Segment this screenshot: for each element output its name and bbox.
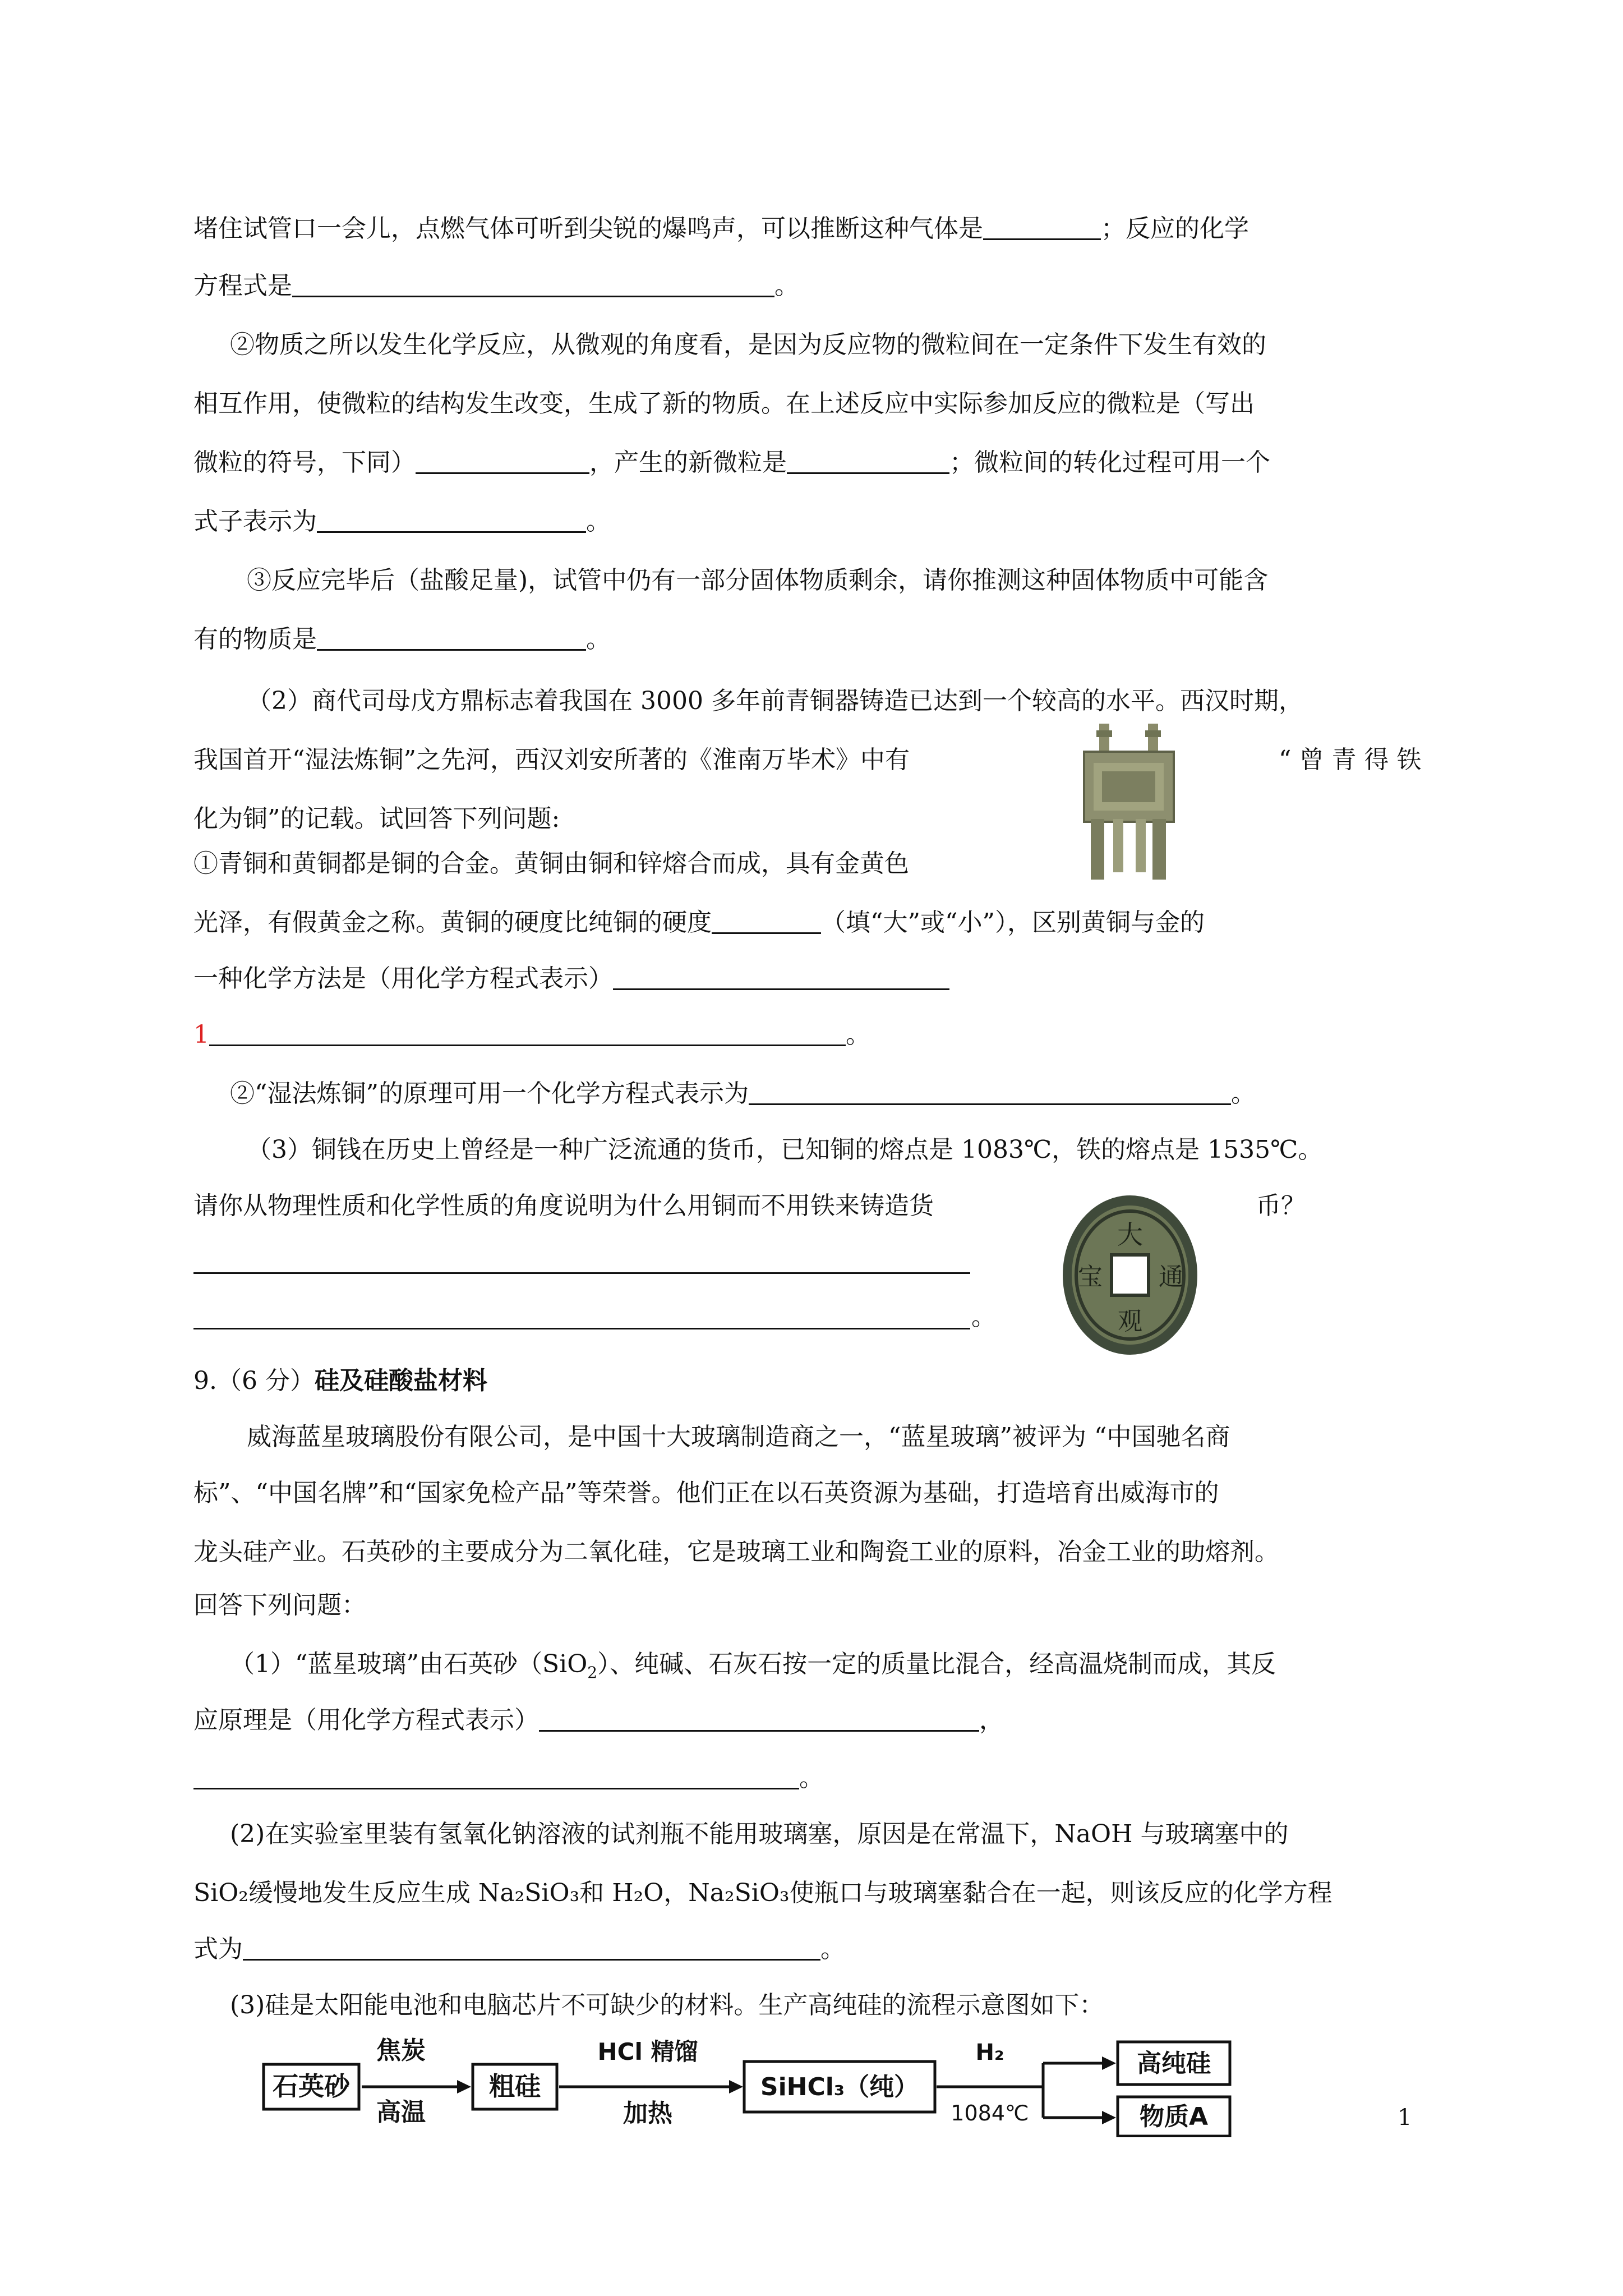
text-line: 标”、“中国名牌”和“国家免检产品”等荣誉。他们正在以石英资源为基础，打造培育出威海市的 — [193, 1479, 1219, 1507]
text: 。 — [586, 507, 611, 536]
text: 。 — [971, 1303, 996, 1331]
flow-label: H₂ — [975, 2040, 1004, 2065]
text-line — [230, 1648, 1276, 1690]
text: 。 — [774, 272, 799, 300]
text: 式子表示为 — [193, 507, 317, 536]
fill-blank[interactable] — [539, 1704, 979, 1732]
text-line: 化为铜”的记载。试回答下列问题: — [193, 804, 560, 833]
fill-blank[interactable] — [209, 1019, 846, 1046]
text-line: 龙头硅产业。石英砂的主要成分为二氧化硅，它是玻璃工业和陶瓷工业的原料，冶金工业的助熔剂。 — [193, 1538, 1279, 1566]
flow-arrowhead — [1102, 2056, 1116, 2070]
text-line — [193, 269, 799, 303]
flow-label: HCl 精馏 — [597, 2038, 698, 2065]
text-line: ①青铜和黄铜都是铜的合金。黄铜由铜和锌熔合而成，具有金黄色 — [193, 849, 909, 878]
text-line: (3)硅是太阳能电池和电脑芯片不可缺少的材料。生产高纯硅的流程示意图如下： — [230, 1991, 1104, 2019]
text-line: ②物质之所以发生化学反应，从微观的角度看，是因为反应物的微粒间在一定条件下发生有效的 — [230, 330, 1266, 359]
text-line: SiO₂缓慢地发生反应生成 Na₂SiO₃和 H₂O，Na₂SiO₃使瓶口与玻璃塞黏合在一起，则该反应的化学方程 — [193, 1879, 1332, 1907]
text-line — [193, 1704, 1004, 1737]
flow-label: SiHCl₃（纯） — [760, 2073, 919, 2101]
text-line — [193, 212, 1249, 246]
fill-blank[interactable] — [613, 963, 949, 990]
fill-blank[interactable] — [712, 907, 821, 934]
text: 请你从物理性质和化学性质的角度说明为什么用铜而不用铁来铸造货 — [193, 1191, 934, 1220]
text-line: 威海蓝星玻璃股份有限公司，是中国十大玻璃制造商之一，“蓝星玻璃”被评为 “中国驰名商 — [247, 1423, 1230, 1451]
text: 堵住试管口一会儿，点燃气体可听到尖锐的爆鸣声，可以推断这种气体是 — [193, 214, 983, 243]
fill-blank[interactable] — [243, 1933, 820, 1961]
text-line — [193, 505, 611, 539]
flow-label: 焦炭 — [376, 2036, 426, 2065]
text-line: 相互作用，使微粒的结构发生改变，生成了新的物质。在上述反应中实际参加反应的微粒是（写出 — [193, 389, 1255, 418]
flow-label: 物质A — [1139, 2102, 1209, 2131]
fill-blank[interactable] — [193, 1762, 799, 1789]
text-line — [230, 1077, 1256, 1111]
fill-blank[interactable] — [787, 447, 949, 474]
text: ， — [979, 1706, 1004, 1734]
svg-text:通: 通 — [1159, 1263, 1183, 1291]
text: 一种化学方法是（用化学方程式表示） — [193, 964, 613, 993]
svg-text:观: 观 — [1118, 1307, 1142, 1336]
text-line — [193, 1932, 845, 1966]
text: 。 — [586, 625, 611, 654]
question-number: 9.（6 分） — [193, 1366, 315, 1395]
flow-arrowhead — [1102, 2111, 1116, 2124]
text-line — [193, 1018, 870, 1052]
subscript: 2 — [587, 1663, 598, 1682]
text-line: （2）商代司母戊方鼎标志着我国在 3000 多年前青铜器铸造已达到一个较高的水平。西汉时期， — [247, 687, 1303, 715]
text-line — [193, 446, 1270, 480]
text: 。 — [1231, 1079, 1256, 1108]
fill-blank[interactable] — [416, 447, 589, 474]
text-line — [193, 1761, 824, 1795]
text: ；微粒间的转化过程可用一个 — [949, 448, 1270, 477]
flow-label: 石英砂 — [273, 2071, 350, 2101]
answer-line[interactable] — [193, 1328, 970, 1329]
text-line: ③反应完毕后（盐酸足量)，试管中仍有一部分固体物质剩余，请你推测这种固体物质中可能含 — [247, 566, 1269, 595]
bronze-ding-image — [1080, 724, 1178, 881]
question-title — [193, 1364, 487, 1398]
silicon-flow-diagram — [261, 2031, 1248, 2137]
text-line — [193, 1189, 934, 1223]
text: 方程式是 — [193, 272, 292, 300]
fill-blank[interactable] — [317, 623, 586, 651]
text-line — [193, 743, 910, 777]
fill-blank[interactable] — [292, 270, 774, 297]
text: ②“湿法炼铜”的原理可用一个化学方程式表示为 — [230, 1079, 749, 1108]
text: （填“大”或“小”），区别黄铜与金的 — [821, 908, 1205, 937]
svg-text:宝: 宝 — [1078, 1263, 1103, 1291]
text-line: （3）铜钱在历史上曾经是一种广泛流通的货币，已知铜的熔点是 1083℃，铁的熔点是 1535℃。 — [247, 1135, 1323, 1164]
page-number: 1 — [1398, 2105, 1412, 2131]
flow-label: 加热 — [623, 2099, 672, 2128]
text: 有的物质是 — [193, 625, 317, 654]
answer-line[interactable] — [193, 1272, 970, 1274]
text: 微粒的符号，下同） — [193, 448, 416, 477]
text: 。 — [846, 1020, 870, 1049]
text: 。 — [799, 1764, 824, 1792]
text: 我国首开“湿法炼铜”之先河，西汉刘安所著的《淮南万毕术》中有 — [193, 746, 910, 774]
text-line: 回答下列问题： — [193, 1591, 366, 1619]
text: 。 — [820, 1935, 845, 1963]
text: ，产生的新微粒是 — [589, 448, 787, 477]
copper-coin-image — [1060, 1192, 1200, 1358]
question-heading: 硅及硅酸盐材料 — [314, 1366, 487, 1395]
fill-blank[interactable] — [983, 213, 1101, 240]
fill-blank[interactable] — [749, 1078, 1231, 1105]
text: 应原理是（用化学方程式表示） — [193, 1706, 539, 1734]
svg-text:大: 大 — [1117, 1220, 1143, 1250]
text-line — [193, 906, 1205, 940]
red-marker: 1 — [193, 1020, 209, 1049]
flow-arrowhead — [457, 2080, 471, 2093]
text: 式为 — [193, 1935, 243, 1963]
text-line — [193, 623, 611, 656]
flow-arrowhead — [729, 2080, 743, 2093]
text-line: 币？ — [1256, 1191, 1306, 1220]
flow-label: 粗硅 — [489, 2071, 541, 2101]
fill-blank[interactable] — [317, 505, 586, 533]
text: ）、纯碱、石灰石按一定的质量比混合，经高温烧制而成，其反 — [597, 1650, 1276, 1678]
text: （1）“蓝星玻璃”由石英砂（SiO — [230, 1650, 588, 1678]
text-line — [193, 962, 949, 996]
text-line: “ 曾 青 得 铁 — [1279, 746, 1422, 774]
flow-label: 高纯硅 — [1137, 2049, 1211, 2078]
text: 光泽，有假黄金之称。黄铜的硬度比纯铜的硬度 — [193, 908, 712, 937]
text: ；反应的化学 — [1101, 214, 1249, 243]
text-line: (2)在实验室里装有氢氧化钠溶液的试剂瓶不能用玻璃塞，原因是在常温下，NaOH 与玻璃塞中的 — [230, 1820, 1289, 1848]
flow-label: 1084℃ — [951, 2101, 1029, 2125]
flow-label: 高温 — [376, 2098, 426, 2127]
